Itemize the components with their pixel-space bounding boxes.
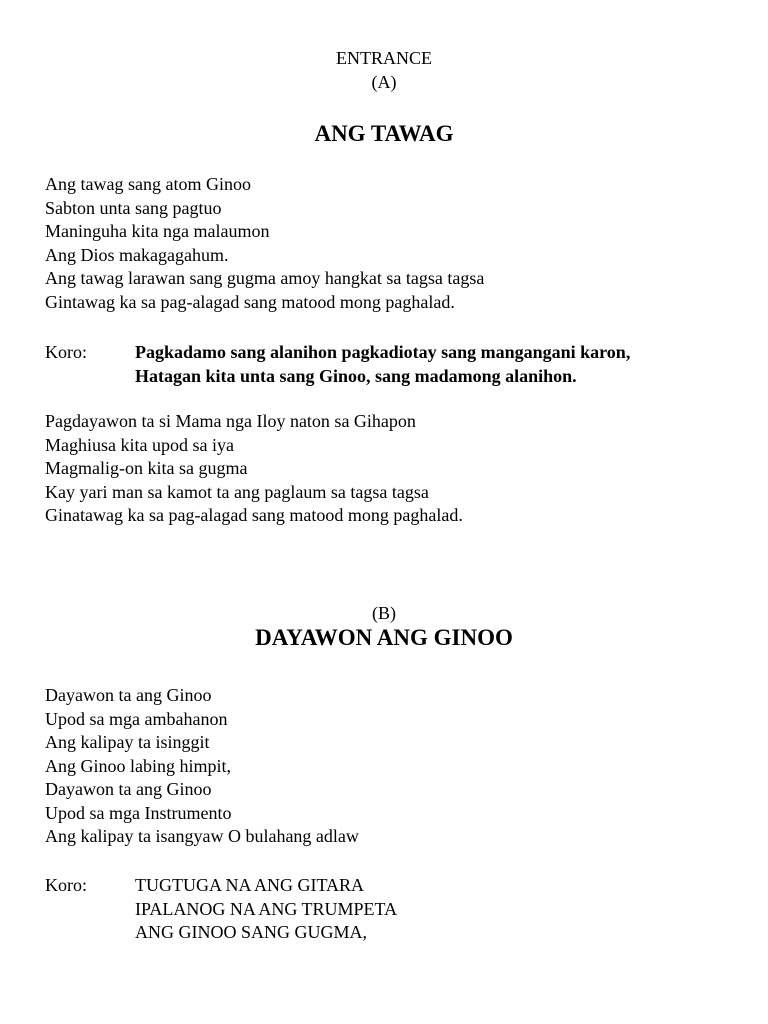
section-letter-b: (B) — [372, 603, 396, 623]
verse-line: Dayawon ta ang Ginoo — [45, 779, 212, 799]
song-title-b: DAYAWON ANG GINOO — [255, 625, 513, 650]
verse-line: Ginatawag ka sa pag-alagad sang matood mong paghalad. — [45, 505, 463, 525]
koro-a — [135, 341, 630, 388]
verse-line: Ang kalipay ta isinggit — [45, 732, 210, 752]
verse-line: Maninguha kita nga malaumon — [45, 221, 270, 241]
verse-b1 — [45, 684, 359, 849]
verse-line: Upod sa mga Instrumento — [45, 802, 232, 823]
koro-line: Hatagan kita unta sang Ginoo, sang madamong alanihon. — [135, 365, 577, 386]
verse-line: Dayawon ta ang Ginoo — [45, 685, 212, 705]
koro-line: TUGTUGA NA ANG GITARA — [135, 875, 365, 895]
koro-line: ANG GINOO SANG GUGMA, — [135, 922, 367, 942]
verse-a1 — [45, 173, 484, 314]
koro-label-a: Koro: — [45, 342, 87, 362]
verse-line: Gintawag ka sa pag-alagad sang matood mong paghalad. — [45, 291, 455, 312]
section-letter-a: (A) — [371, 72, 397, 92]
song-title-a: ANG TAWAG — [314, 121, 454, 146]
verse-line: Ang Ginoo labing himpit, — [45, 755, 231, 776]
verse-line: Pagdayawon ta si Mama nga Iloy naton sa Gihapon — [45, 411, 416, 431]
verse-line: Ang kalipay ta isangyaw O bulahang adlaw — [45, 826, 359, 846]
verse-line: Ang tawag larawan sang gugma amoy hangkat sa tagsa tagsa — [45, 268, 485, 288]
verse-line: Sabton unta sang pagtuo — [45, 197, 222, 218]
verse-line: Upod sa mga ambahanon — [45, 708, 228, 729]
koro-b — [135, 874, 397, 945]
verse-line: Ang tawag sang atom Ginoo — [45, 174, 251, 194]
verse-line: Magmalig-on kita sa gugma — [45, 458, 248, 478]
verse-line: Kay yari man sa kamot ta ang paglaum sa tagsa tagsa — [45, 481, 429, 502]
verse-line: Ang Dios makagagahum. — [45, 244, 229, 265]
verse-line: Maghiusa kita upod sa iya — [45, 434, 234, 455]
heading-entrance: ENTRANCE — [336, 48, 432, 68]
koro-label-b: Koro: — [45, 875, 87, 895]
verse-a2 — [45, 410, 463, 528]
koro-line: Pagkadamo sang alanihon pagkadiotay sang mangangani karon, — [135, 342, 631, 362]
koro-line: IPALANOG NA ANG TRUMPETA — [135, 898, 398, 919]
